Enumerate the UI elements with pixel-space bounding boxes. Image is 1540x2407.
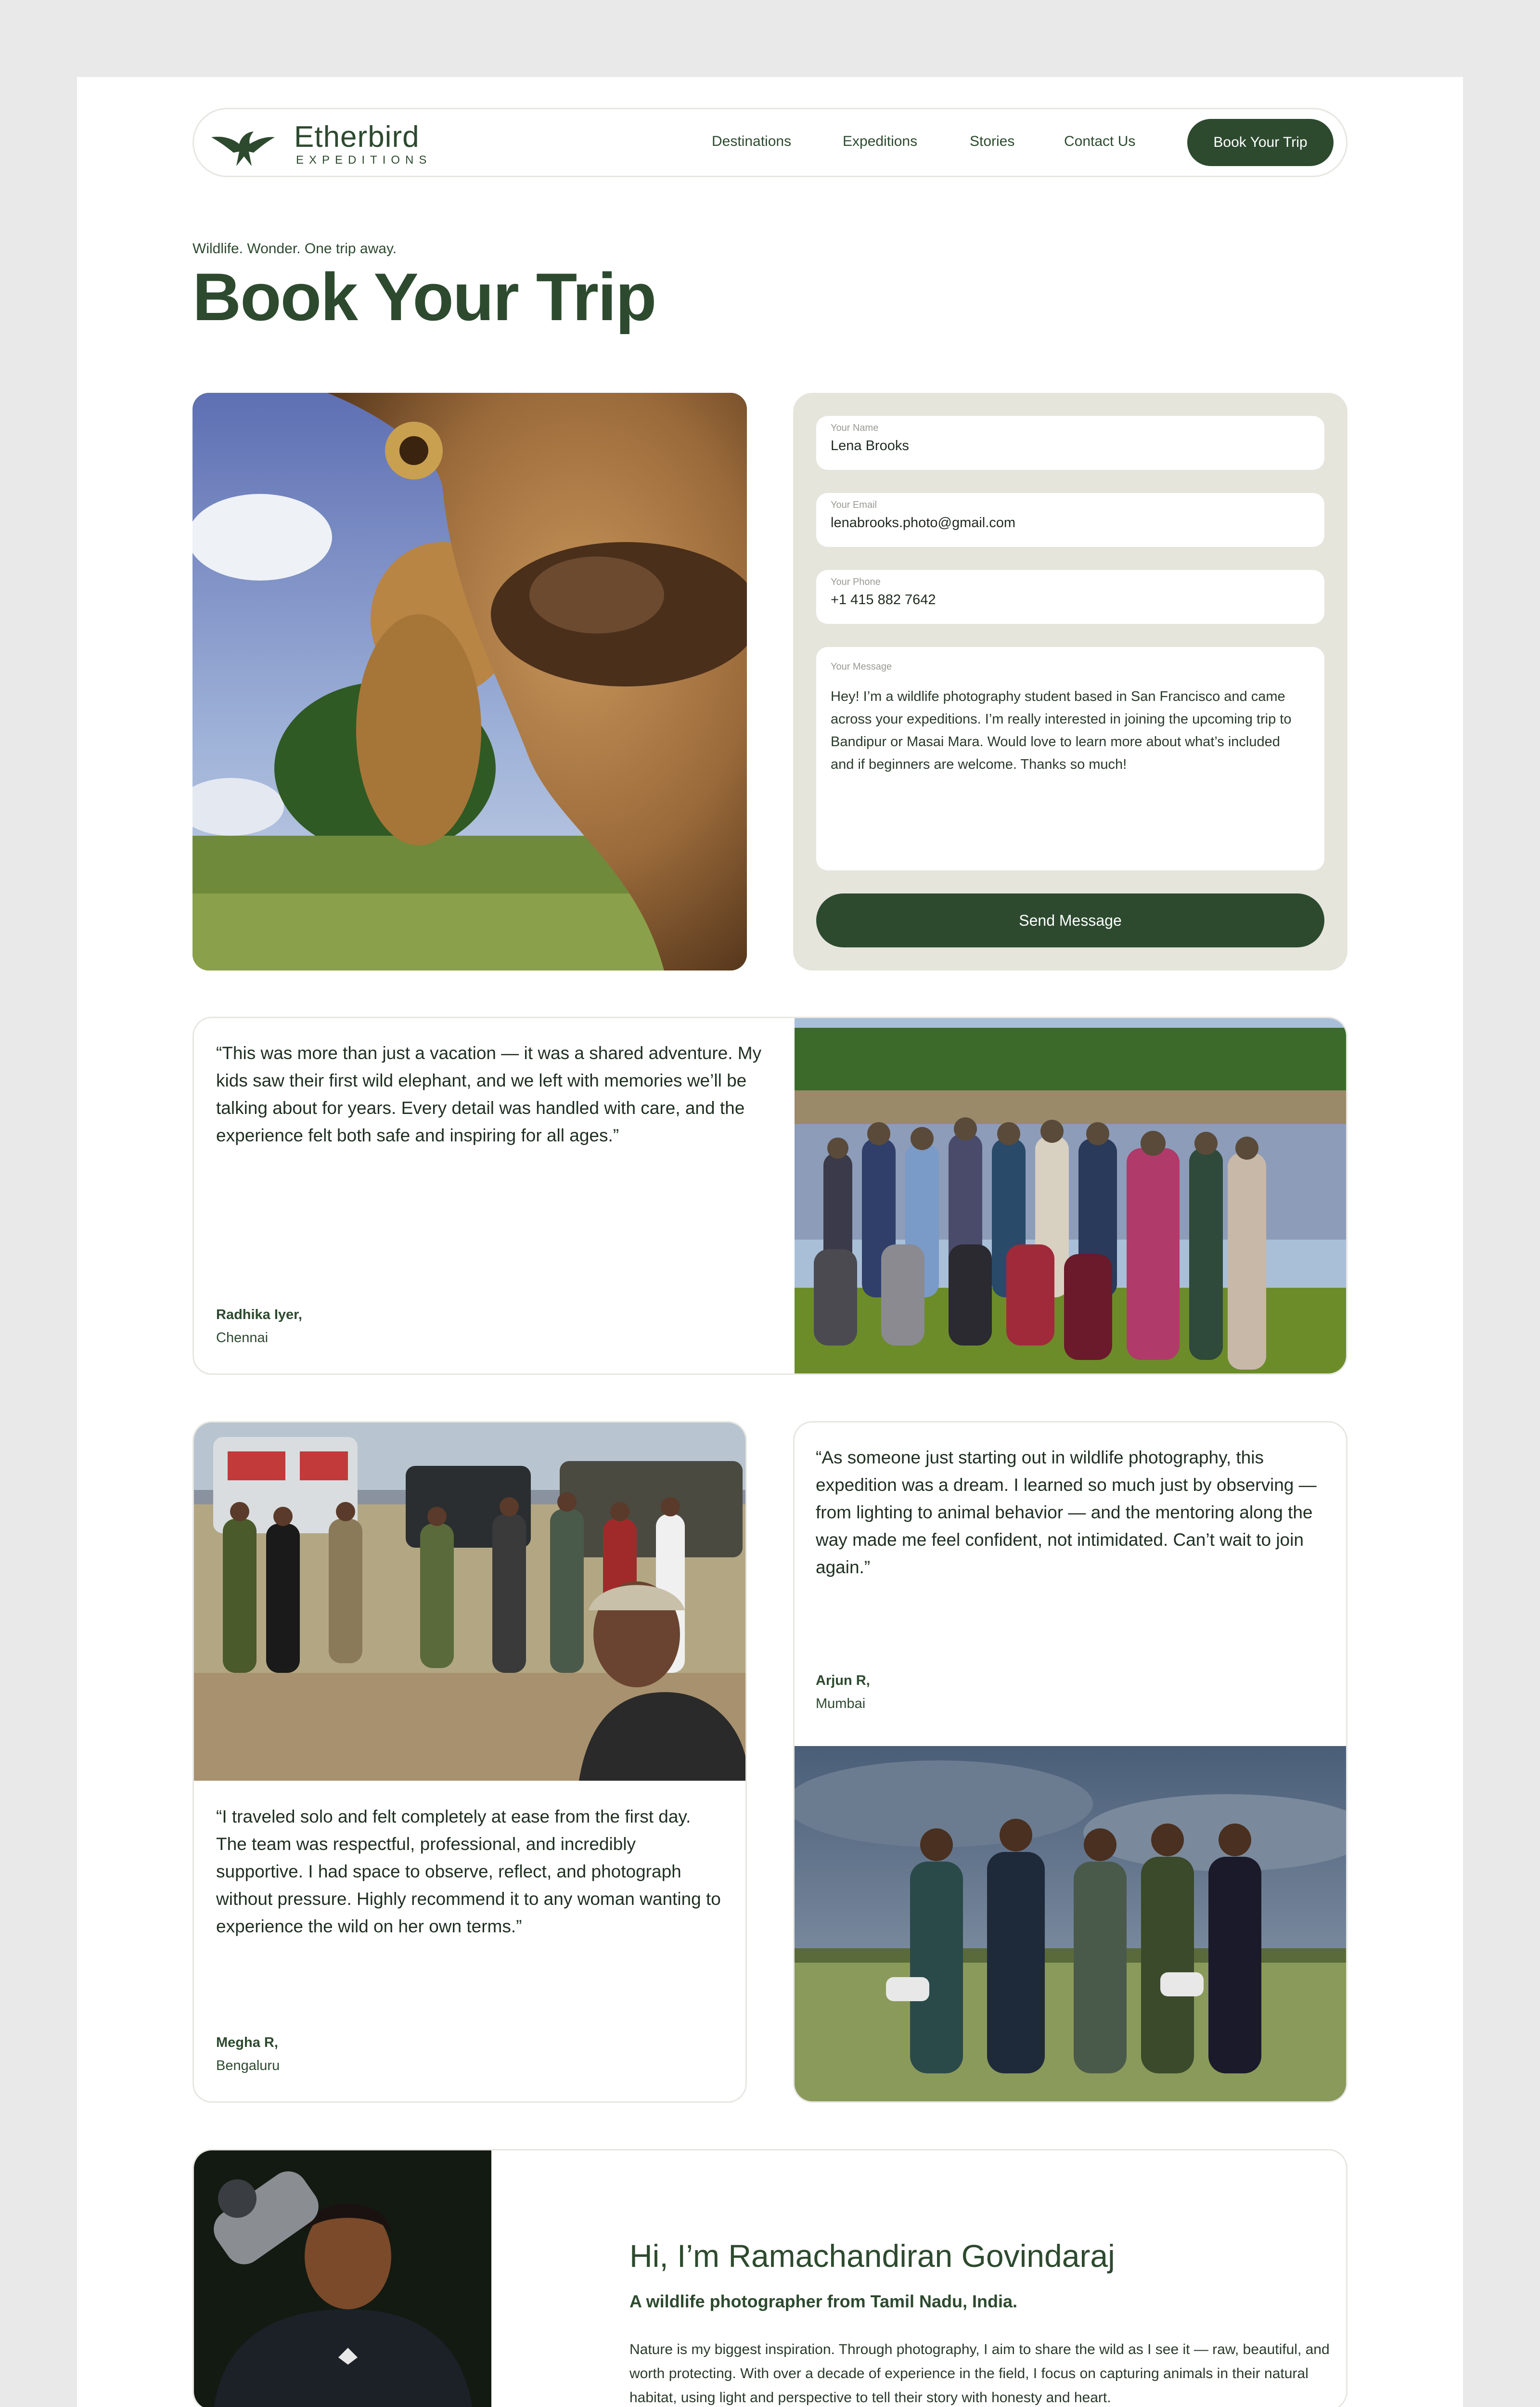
bio-subtitle: A wildlife photographer from Tamil Nadu, India. xyxy=(629,2291,1018,2311)
message-value[interactable]: Hey! I’m a wildlife photography student based in San Francisco and came across your expeditions. I’m really interested in joining the upcoming trip to Bandipur or Masai Mara. Would love to learn more about what’s included and if beginners are welcome. Thanks so much! xyxy=(831,689,1292,772)
lion-photo xyxy=(192,393,747,971)
contact-form xyxy=(793,393,1348,971)
name-field[interactable] xyxy=(816,416,1324,470)
message-label: Your Message xyxy=(831,661,892,672)
testimonial-card-1 xyxy=(192,1017,1348,1375)
nav-link-contact[interactable]: Contact Us xyxy=(1064,133,1136,149)
name-value[interactable]: Lena Brooks xyxy=(831,438,909,453)
author-name: Radhika Iyer, xyxy=(216,1307,302,1322)
testimonial-author xyxy=(216,2031,280,2077)
phone-field[interactable] xyxy=(816,570,1324,624)
phone-value[interactable]: +1 415 882 7642 xyxy=(831,592,936,608)
testimonial-card-2 xyxy=(192,1421,747,2103)
author-name: Arjun R, xyxy=(816,1673,870,1688)
page-title: Book Your Trip xyxy=(192,259,656,335)
nav-link-expeditions[interactable]: Expeditions xyxy=(843,133,918,149)
send-message-button[interactable]: Send Message xyxy=(816,893,1324,947)
book-trip-button[interactable]: Book Your Trip xyxy=(1187,119,1334,166)
header-nav xyxy=(192,108,1348,177)
author-name: Megha R, xyxy=(216,2035,278,2050)
photographer-portrait xyxy=(194,2150,491,2407)
brand-subtitle: EXPEDITIONS xyxy=(296,154,432,167)
email-label: Your Email xyxy=(831,500,877,510)
testimonial-quote: “As someone just starting out in wildlife photography, this expedition was a dream. I learned so much just by observing — from lighting to animal behavior — and the mentoring along the way made me feel confident, not intimidated. Can’t wait to join again.” xyxy=(816,1448,1317,1577)
testimonial-author xyxy=(816,1669,870,1715)
bio-title: Hi, I’m Ramachandiran Govindaraj xyxy=(629,2238,1115,2274)
page xyxy=(77,77,1463,2407)
photographers-group-photo xyxy=(795,1746,1348,2103)
author-city: Bengaluru xyxy=(216,2058,280,2073)
tagline: Wildlife. Wonder. One trip away. xyxy=(192,241,397,257)
testimonial-author xyxy=(216,1303,302,1349)
bird-icon[interactable] xyxy=(209,123,277,169)
brand-name[interactable]: Etherbird xyxy=(294,120,420,154)
author-city: Chennai xyxy=(216,1330,269,1346)
testimonial-quote: “I traveled solo and felt completely at ease from the first day. The team was respectful, professional, and incredibly supportive. I had space to observe, reflect, and photograph without pressure. Highly recommend it to any woman wanting to experience the wild on her own terms.” xyxy=(216,1807,721,1936)
author-city: Mumbai xyxy=(816,1696,866,1711)
nav-link-stories[interactable]: Stories xyxy=(970,133,1015,149)
email-field[interactable] xyxy=(816,493,1324,547)
message-field[interactable] xyxy=(816,647,1324,870)
nav-link-destinations[interactable]: Destinations xyxy=(712,133,792,149)
testimonial-quote: “This was more than just a vacation — it was a shared adventure. My kids saw their first wild elephant, and we left with memories we’ll be talking about for years. Every detail was handled with care, and the experience felt both safe and inspiring for all ages.” xyxy=(216,1043,762,1145)
phone-label: Your Phone xyxy=(831,577,881,587)
bio-text: Nature is my biggest inspiration. Through photography, I aim to share the wild as I see it — raw, beautiful, and worth protecting. With over a decade of experience in the field, I focus on capturing animals in their natural habitat, using light and perspective to tell their story with honesty and heart. xyxy=(629,2342,1330,2406)
safari-group-photo xyxy=(194,1423,747,1781)
email-value[interactable]: lenabrooks.photo@gmail.com xyxy=(831,515,1016,531)
name-label: Your Name xyxy=(831,423,879,433)
testimonial-card-3 xyxy=(793,1421,1348,2103)
family-group-photo xyxy=(795,1018,1348,1375)
